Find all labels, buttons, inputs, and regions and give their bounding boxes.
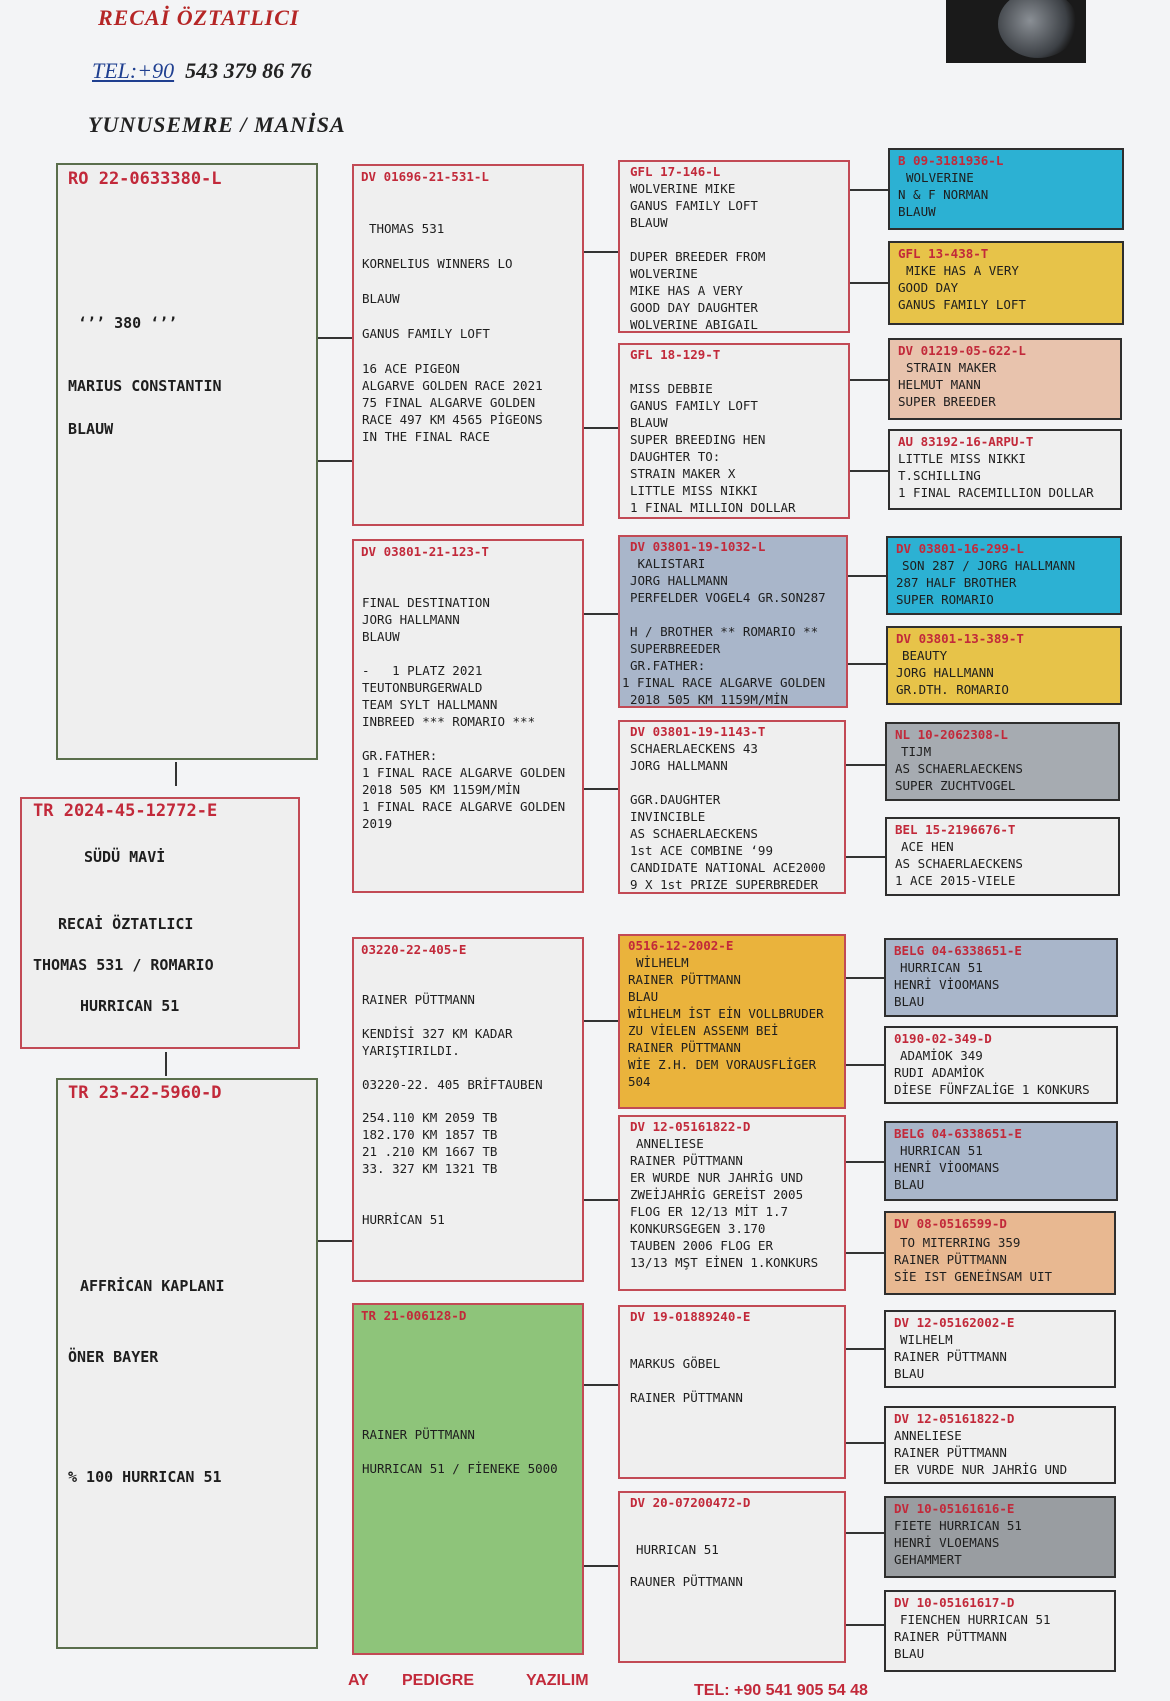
- dam-card[interactable]: TR 23-22-5960-D AFFRİCAN KAPLANI ÖNER BAYER % 100 HURRICAN 51: [56, 1078, 318, 1649]
- owner-city: YUNUSEMRE / MANİSA: [88, 112, 346, 137]
- gen3-card-1[interactable]: GFL 17-146-L WOLVERINE MIKE GANUS FAMILY LOFT BLAUW DUPER BREEDER FROM WOLVERINE MIKE HAS A VERY GOOD DAY DAUGHTER WOLVERINE ABIGAIL: [618, 160, 850, 333]
- gen4-card-6[interactable]: DV 03801-13-389-T BEAUTY JORG HALLMANN GR.DTH. ROMARIO: [886, 626, 1122, 705]
- gen3-card-5[interactable]: 0516-12-2002-E WİLHELM RAINER PÜTTMANN BLAU WİLHELM İST EİN VOLLBRUDER ZU VİELEN ASSENM BEİ RAINER PÜTTMANN WİE Z.H. DEM VORAUSFLİGER 504: [618, 934, 846, 1109]
- phone-prefix[interactable]: TEL:+90: [92, 58, 175, 83]
- gen3-card-4[interactable]: DV 03801-19-1143-T SCHAERLAECKENS 43 JORG HALLMANN GGR.DAUGHTER INVINCIBLE AS SCHAERLAECKENS 1st ACE COMBINE ‘99 CANDIDATE NATIONAL ACE2000 9 X 1st PRIZE SUPERBREDER: [618, 720, 846, 894]
- gen2-card-3[interactable]: 03220-22-405-E RAINER PÜTTMANN KENDİSİ 327 KM KADAR YARIŞTIRILDI. 03220-22. 405 BRİFTAUBEN 254.110 KM 2059 TB 182.170 KM 1857 TB 21 .210 KM 1667 TB 33. 327 KM 1321 TB HURRİCAN 51: [352, 937, 584, 1282]
- footer-phone: TEL: +90 541 905 54 48: [694, 1682, 868, 1699]
- gen4-card-14[interactable]: DV 12-05161822-D ANNELIESE RAINER PÜTTMANN ER VURDE NUR JAHRİG UND: [884, 1406, 1116, 1484]
- gen3-card-7[interactable]: DV 19-01889240-E MARKUS GÖBEL RAINER PÜTTMANN: [618, 1305, 846, 1479]
- gen4-card-12[interactable]: DV 08-0516599-D TO MITERRING 359 RAINER PÜTTMANN SİE IST GENEİNSAM UIT: [884, 1211, 1116, 1295]
- gen3-card-8[interactable]: DV 20-07200472-D HURRICAN 51 RAUNER PÜTTMANN: [618, 1491, 846, 1663]
- gen4-card-16[interactable]: DV 10-05161617-D FIENCHEN HURRICAN 51 RAINER PÜTTMANN BLAU: [884, 1590, 1116, 1672]
- gen3-card-3[interactable]: DV 03801-19-1032-L KALISTARI JORG HALLMANN PERFELDER VOGEL4 GR.SON287 H / BROTHER ** ROMARIO ** SUPERBREEDER GR.FATHER: 1 FINAL RACE ALGARVE GOLDEN 2018 505 KM 1159M/MİN: [618, 535, 848, 708]
- gen4-card-7[interactable]: NL 10-2062308-L TIJM AS SCHAERLAECKENS SUPER ZUCHTVOGEL: [885, 722, 1120, 801]
- gen4-card-8[interactable]: BEL 15-2196676-T ACE HEN AS SCHAERLAECKENS 1 ACE 2015-VIELE: [885, 817, 1120, 896]
- gen4-card-4[interactable]: AU 83192-16-ARPU-T LITTLE MISS NIKKI T.SCHILLING 1 FINAL RACEMILLION DOLLAR: [888, 429, 1122, 510]
- footer-software-1: AY: [348, 1672, 369, 1689]
- owner-phone: [92, 58, 312, 84]
- pigeon-moon-logo: [946, 0, 1086, 63]
- sire-card[interactable]: RO 22-0633380-L ‘’’ 380 ‘’’ MARIUS CONSTANTIN BLAUW: [56, 163, 318, 760]
- gen4-card-2[interactable]: GFL 13-438-T MIKE HAS A VERY GOOD DAY GANUS FAMILY LOFT: [888, 241, 1124, 325]
- gen4-card-3[interactable]: DV 01219-05-622-L STRAIN MAKER HELMUT MANN SUPER BREEDER: [888, 338, 1122, 420]
- gen2-card-4[interactable]: TR 21-006128-D RAINER PÜTTMANN HURRICAN 51 / FİENEKE 5000: [352, 1303, 584, 1655]
- gen4-card-13[interactable]: DV 12-05162002-E WILHELM RAINER PÜTTMANN BLAU: [884, 1310, 1116, 1388]
- gen4-card-5[interactable]: DV 03801-16-299-L SON 287 / JORG HALLMANN 287 HALF BROTHER SUPER ROMARIO: [886, 536, 1122, 615]
- owner-name: RECAİ ÖZTATLICI: [98, 5, 300, 30]
- gen4-card-11[interactable]: BELG 04-6338651-E HURRICAN 51 HENRİ VİOOMANS BLAU: [884, 1121, 1118, 1201]
- gen4-card-1[interactable]: B 09-3181936-L WOLVERINE N & F NORMAN BLAUW: [888, 148, 1124, 230]
- footer-software-3: YAZILIM: [526, 1672, 589, 1689]
- footer-software-2: PEDIGRE: [402, 1672, 475, 1689]
- gen4-card-10[interactable]: 0190-02-349-D ADAMİOK 349 RUDI ADAMİOK DİESE FÜNFZALİGE 1 KONKURS: [884, 1026, 1118, 1104]
- gen3-card-6[interactable]: DV 12-05161822-D ANNELIESE RAINER PÜTTMANN ER WURDE NUR JAHRİG UND ZWEİJAHRİG GEREİST 2005 FLOG ER 12/13 MİT 1.7 KONKURSGEGEN 3.170 TAUBEN 2006 FLOG ER 13/13 MŞT EİNEN 1.KONKURS: [618, 1115, 846, 1291]
- gen3-card-2[interactable]: GFL 18-129-T MISS DEBBIE GANUS FAMILY LOFT BLAUW SUPER BREEDING HEN DAUGHTER TO: STRAIN MAKER X LITTLE MISS NIKKI 1 FINAL MILLION DOLLAR: [618, 343, 850, 519]
- gen2-card-1[interactable]: DV 01696-21-531-L THOMAS 531 KORNELIUS WINNERS LO BLAUW GANUS FAMILY LOFT 16 ACE PIGEON ALGARVE GOLDEN RACE 2021 75 FINAL ALGARVE GOLDEN RACE 497 KM 4565 PİGEONS IN THE FINAL RACE: [352, 164, 584, 526]
- subject-card[interactable]: TR 2024-45-12772-E SÜDÜ MAVİ RECAİ ÖZTATLICI THOMAS 531 / ROMARIO HURRICAN 51: [20, 797, 300, 1049]
- gen2-card-2[interactable]: DV 03801-21-123-T FINAL DESTINATION JORG HALLMANN BLAUW - 1 PLATZ 2021 TEUTONBURGERWALD TEAM SYLT HALLMANN INBREED *** ROMARIO *** GR.FATHER: 1 FINAL RACE ALGARVE GOLDEN 2018 505 KM 1159M/MİN 1 FINAL RACE ALGARVE GOLDEN 2019: [352, 539, 584, 893]
- gen4-card-9[interactable]: BELG 04-6338651-E HURRICAN 51 HENRİ VİOOMANS BLAU: [884, 938, 1118, 1017]
- phone-number: 543 379 86 76: [185, 58, 312, 83]
- gen4-card-15[interactable]: DV 10-05161616-E FIETE HURRICAN 51 HENRİ VLOEMANS GEHAMMERT: [884, 1496, 1116, 1578]
